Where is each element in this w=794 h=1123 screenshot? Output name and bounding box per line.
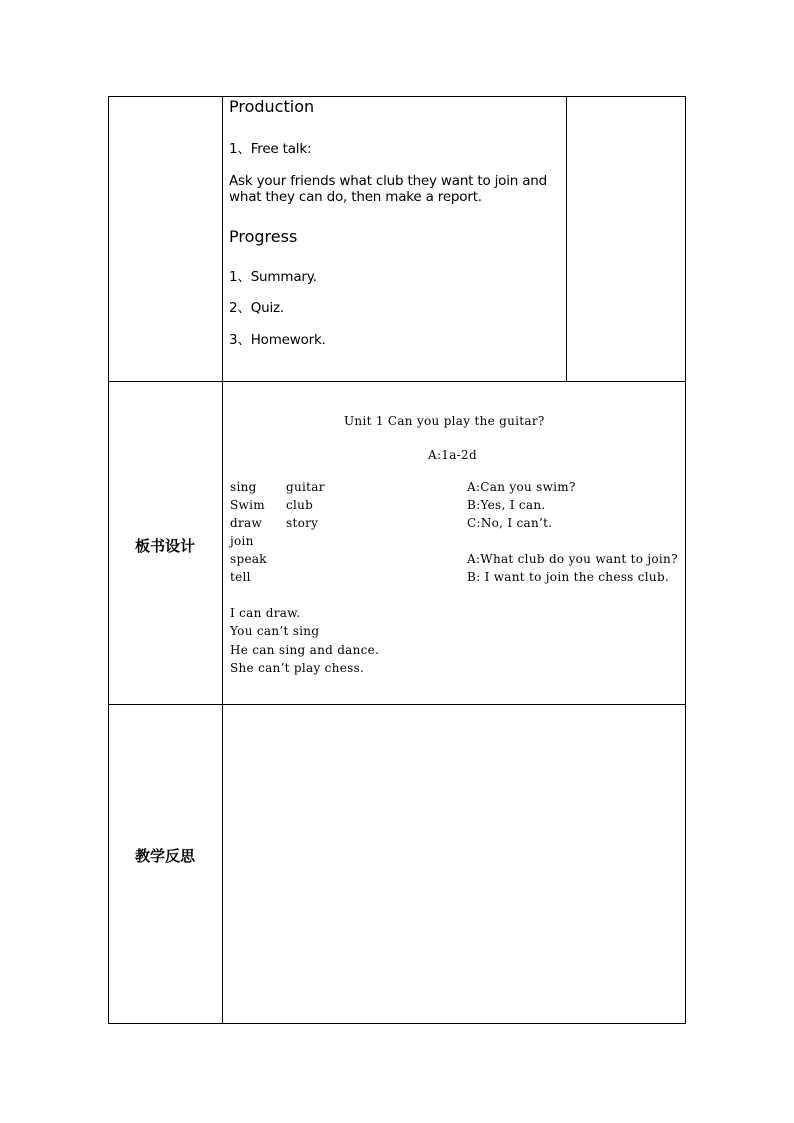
reflection-label: 教学反思 <box>135 847 196 865</box>
table-inner-column-divider <box>566 96 567 382</box>
progress-item: 3、Homework. <box>229 332 326 348</box>
vocab-word: guitar <box>286 480 325 494</box>
table-border-right <box>685 96 686 1024</box>
progress-item: 1、Summary. <box>229 269 317 285</box>
table-border-top <box>108 96 686 97</box>
vocab-word: club <box>286 498 314 512</box>
example-sentence: You can’t sing <box>230 624 320 638</box>
example-sentence: I can draw. <box>230 606 301 620</box>
board-design-label: 板书设计 <box>135 537 196 555</box>
dialogue-line: A:What club do you want to join? <box>467 552 678 566</box>
progress-heading: Progress <box>229 227 298 246</box>
vocab-word: story <box>286 516 319 530</box>
table-row-divider-2 <box>108 704 686 705</box>
dialogue-line: A:Can you swim? <box>467 480 576 494</box>
example-sentence: He can sing and dance. <box>230 643 380 657</box>
dialogue-line: B:Yes, I can. <box>467 498 546 512</box>
vocab-word: speak <box>230 552 267 566</box>
vocab-word: sing <box>230 480 257 494</box>
progress-item: 2、Quiz. <box>229 300 284 316</box>
table-row-divider-1 <box>108 381 686 382</box>
vocab-word: tell <box>230 570 251 584</box>
free-talk-description: Ask your friends what club they want to join and what they can do, then make a report. <box>229 173 548 205</box>
free-talk-item: 1、Free talk: <box>229 141 312 157</box>
dialogue-line: C:No, I can’t. <box>467 516 553 530</box>
example-sentence: She can’t play chess. <box>230 661 365 675</box>
table-border-left <box>108 96 109 1024</box>
vocab-word: join <box>230 534 254 548</box>
board-title: Unit 1 Can you play the guitar? <box>344 414 545 428</box>
board-subtitle: A:1a-2d <box>428 448 477 462</box>
table-column-divider <box>222 96 223 1024</box>
production-heading: Production <box>229 97 315 116</box>
vocab-word: draw <box>230 516 263 530</box>
vocab-word: Swim <box>230 498 265 512</box>
table-border-bottom <box>108 1023 686 1024</box>
dialogue-line: B: I want to join the chess club. <box>467 570 670 584</box>
